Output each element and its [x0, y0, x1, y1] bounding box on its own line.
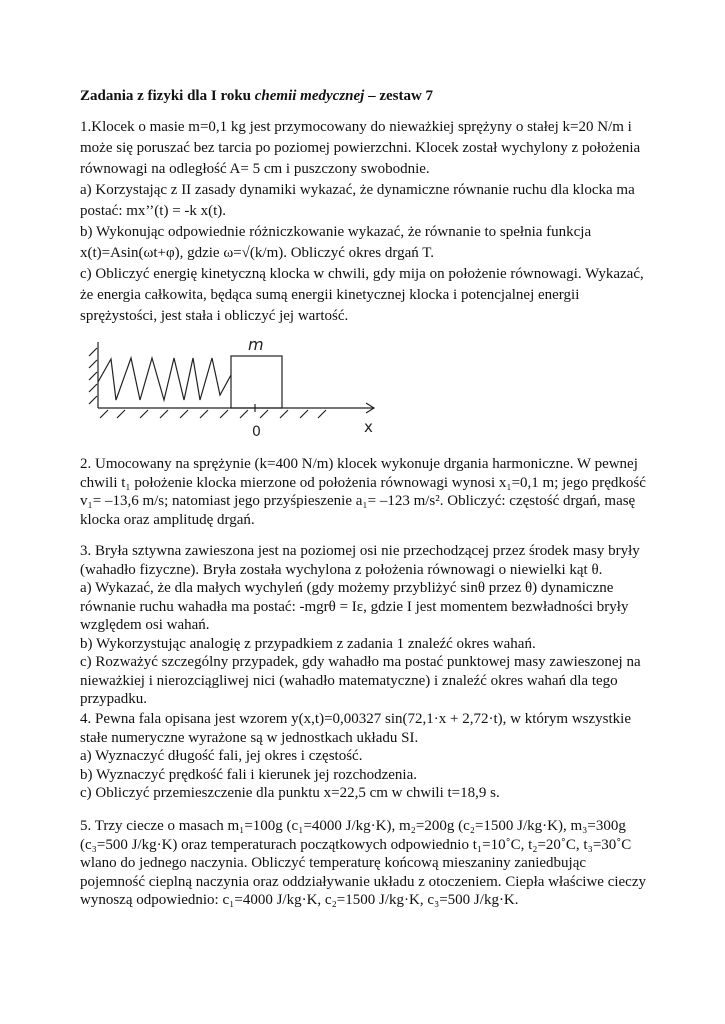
text-line: (c₃=500 J/kg·K) oraz temperaturach początkowych odpowiednio t₁=10˚C, t₂=20˚C, t₃=30˚C — [80, 836, 632, 853]
text-line: a) Wyznaczyć długość fali, jej okres i częstość. — [80, 748, 363, 764]
text-line: a) Wykazać, że dla małych wychyleń (gdy możemy przybliżyć sinθ przez θ) dynamiczne — [80, 580, 614, 596]
text-line: a) Korzystając z II zasady dynamiki wykazać, że dynamiczne równanie ruchu dla klocka ma — [80, 182, 635, 198]
text-line: (wahadło fizyczne). Bryła została wychylona z położenia równowagi o niewielki kąt θ. — [80, 561, 603, 578]
block — [231, 356, 282, 408]
text-line: v₁= –13,6 m/s; natomiast jego przyśpieszenie a₁= –123 m/s². Obliczyć: częstość drgań, masę — [80, 493, 636, 509]
text-line: względem osi wahań. — [80, 617, 210, 633]
text-line: stałe numeryczne wyrażone są w jednostkach układu SI. — [80, 729, 419, 746]
text-line: c) Obliczyć energię kinetyczną klocka w chwili, gdy mija on położenie równowagi. Wykazać, — [80, 266, 644, 282]
title-text: Zadania z fizyki dla I roku — [80, 88, 255, 104]
text-line: nieważkiej i nierozciągliwej nici (wahadło matematyczne) i znaleźć okres wahań dla tego — [80, 672, 618, 689]
text-line: może się poruszać bez tarcia po poziomej powierzchni. Klocek został wychylony z położenia — [80, 140, 641, 156]
text-line: równowagi na odległość A= 5 cm i puszczony swobodnie. — [80, 161, 430, 177]
text-line: sprężystości, jest stała i obliczyć jej wartość. — [80, 308, 349, 324]
text-line: klocka oraz amplitudę drgań. — [80, 511, 255, 528]
text-line: 4. Pewna fala opisana jest wzorem y(x,t)=0,00327 sin(72,1·x + 2,72·t), w którym wszystkie — [80, 711, 631, 727]
mass-label: m — [248, 335, 264, 354]
axis-label: x — [364, 418, 373, 436]
title-italic: chemii medycznej — [254, 88, 365, 104]
text-line: 5. Trzy ciecze o masach m₁=100g (c₁=4000 J/kg·K), m₂=200g (c₂=1500 J/kg·K), m₃=300g — [80, 818, 626, 834]
text-line: c) Rozważyć szczególny przypadek, gdy wahadło ma postać punktowej masy zawieszonej na — [80, 654, 641, 670]
text-line: 2. Umocowany na sprężynie (k=400 N/m) klocek wykonuje drgania harmoniczne. W pewnej — [80, 456, 638, 472]
text-line: b) Wyznaczyć prędkość fali i kierunek jej rozchodzenia. — [80, 766, 417, 783]
text-line: postać: mx’’(t) = -k x(t). — [80, 203, 227, 219]
text-line: chwili t₁ położenie klocka mierzone od położenia równowagi wynosi x₁=0,1 m; jego prędkość — [80, 474, 646, 491]
text-line: że energia całkowita, będąca sumą energii kinetycznej klocka i potencjalnej energii — [80, 287, 580, 303]
text-line: pojemność cieplną naczynia oraz oddziaływanie układu z otoczeniem. Ciepła właściwe cieczy — [80, 873, 647, 890]
text-line: równanie ruchu wahadła ma postać: -mgrθ = Iε, gdzie I jest momentem bezwładności bryły — [80, 598, 629, 615]
text-line: wlano do jednego naczynia. Obliczyć temperaturę końcową mieszaniny zaniedbując — [80, 855, 587, 871]
text-line: przypadku. — [80, 691, 148, 707]
spring — [98, 358, 231, 400]
text-line: x(t)=Asin(ωt+φ), gdzie ω=√(k/m). Obliczyć okres drgań T. — [80, 245, 435, 261]
text-line: b) Wykonując odpowiednie różniczkowanie wykazać, że równanie to spełnia funkcja — [80, 224, 592, 240]
text-line: b) Wykorzystując analogię z przypadkiem z zadania 1 znaleźć okres wahań. — [80, 635, 536, 652]
floor-hatching — [100, 410, 326, 418]
text-line: wynoszą odpowiednio: c₁=4000 J/kg·K, c₂=1500 J/kg·K, c₃=500 J/kg·K. — [80, 892, 519, 908]
origin-label: 0 — [252, 424, 261, 440]
title-suffix: – zestaw 7 — [364, 88, 434, 104]
text-line: 3. Bryła sztywna zawieszona jest na poziomej osi nie przechodzącej przez środek masy bryły — [80, 543, 640, 559]
text-line: 1.Klocek o masie m=0,1 kg jest przymocowany do nieważkiej sprężyny o stałej k=20 N/m i — [80, 119, 632, 135]
wall-hatching — [89, 348, 97, 404]
text-line: c) Obliczyć przemieszczenie dla punktu x=22,5 cm w chwili t=18,9 s. — [80, 785, 500, 801]
